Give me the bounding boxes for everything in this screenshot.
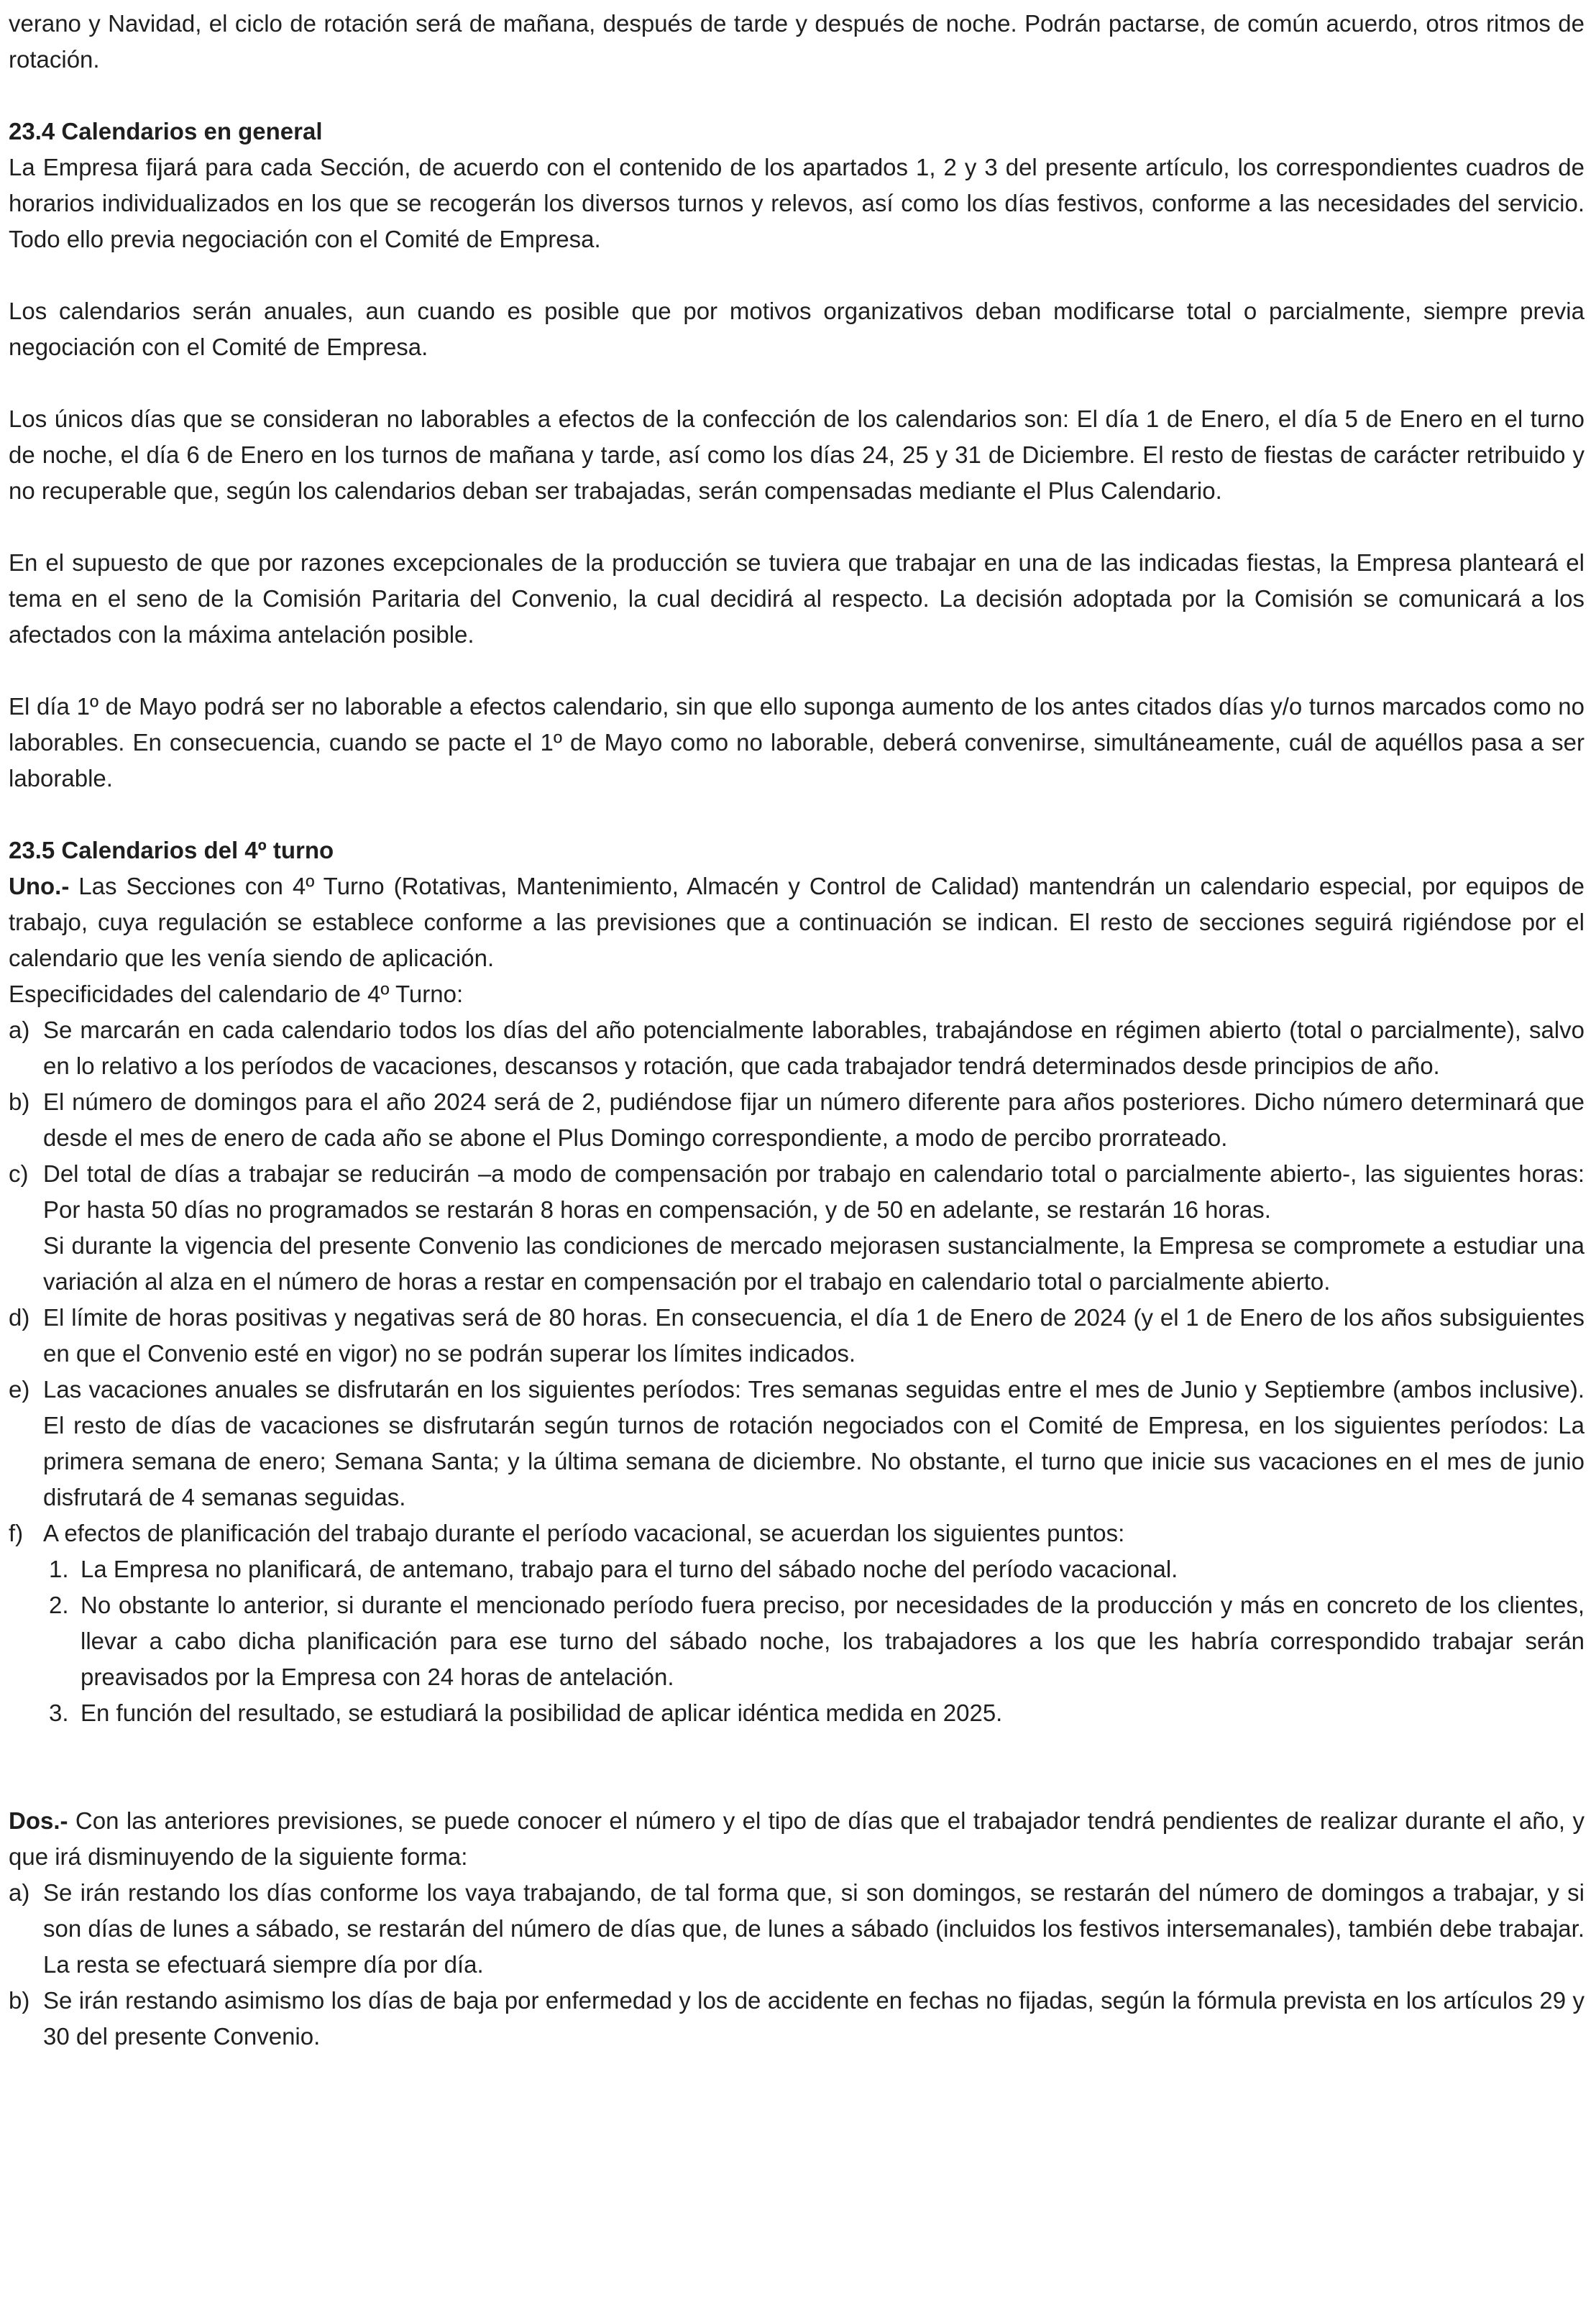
list-item-text-continuation: Si durante la vigencia del presente Convenio las condiciones de mercado mejorasen sustancialmente, la Empresa se compromete a estudiar una variación al alza en el número de horas a restar en compensación por el trabajo en calendario total o parcialmente abierto. — [43, 1232, 1584, 1295]
list-item-d — [9, 1300, 1584, 1372]
paragraph-23-4-2: Los calendarios serán anuales, aun cuando es posible que por motivos organizativos deban modificarse total o parcialmente, siempre previa negociación con el Comité de Empresa. — [9, 298, 1584, 360]
list-item-text: Se irán restando asimismo los días de baja por enfermedad y los de accidente en fechas no fijadas, según la fórmula prevista en los artículos 29 y 30 del presente Convenio. — [43, 1987, 1584, 2050]
paragraph-uno — [9, 868, 1584, 976]
dos-list-item-a — [9, 1875, 1584, 1983]
dos-list — [9, 1875, 1584, 2055]
list-item-text: El número de domingos para el año 2024 será de 2, pudiéndose fijar un número diferente para años posteriores. Dicho número determinará que desde el mes de enero de cada año se abone el Plus Domingo correspondiente, a modo de percibo prorrateado. — [43, 1088, 1584, 1151]
sublist-item-text: La Empresa no planificará, de antemano, trabajo para el turno del sábado noche del período vacacional. — [81, 1556, 1178, 1582]
list-item-b — [9, 1084, 1584, 1156]
paragraph-23-4-1: La Empresa fijará para cada Sección, de acuerdo con el contenido de los apartados 1, 2 y 3 del presente artículo, los correspondientes cuadros de horarios individualizados en los que se recogerán los diversos turnos y relevos, así como los días festivos, conforme a las necesidades del servicio. Todo ello previa negociación con el Comité de Empresa. — [9, 154, 1584, 252]
sublist-f — [43, 1551, 1584, 1731]
section-heading-23-5: 23.5 Calendarios del 4º turno — [9, 837, 334, 863]
list-marker: b) — [9, 1987, 30, 2014]
list-item-a — [9, 1012, 1584, 1084]
uno-text: Las Secciones con 4º Turno (Rotativas, Mantenimiento, Almacén y Control de Calidad) mantendrán un calendario especial, por equipos de trabajo, cuya regulación se establece conforme a las previsiones que a continuación se indican. El resto de secciones seguirá rigiéndose por el calendario que les venía siendo de aplicación. — [9, 873, 1584, 971]
list-item-e — [9, 1372, 1584, 1515]
paragraph-dos — [9, 1803, 1584, 1875]
sublist-marker: 2. — [49, 1592, 69, 1618]
dos-text: Con las anteriores previsiones, se puede conocer el número y el tipo de días que el trabajador tendrá pendientes de realizar durante el año, y que irá disminuyendo de la siguiente forma: — [9, 1807, 1584, 1870]
uno-label: Uno.- — [9, 873, 70, 899]
paragraph-23-4-5: El día 1º de Mayo podrá ser no laborable a efectos calendario, sin que ello suponga aumento de los antes citados días y/o turnos marcados como no laborables. En consecuencia, cuando se pacte el 1º de Mayo como no laborable, deberá convenirse, simultáneamente, cuál de aquéllos pasa a ser laborable. — [9, 693, 1584, 792]
sublist-item-text: En función del resultado, se estudiará la posibilidad de aplicar idéntica medida en 2025. — [81, 1699, 1003, 1726]
list-item-text: Se irán restando los días conforme los vaya trabajando, de tal forma que, si son domingos, se restarán del número de domingos a trabajar, y si son días de lunes a sábado, se restarán del número de días que, de lunes a sábado (incluidos los festivos intersemanales), también debe trabajar. La resta se efectuará siempre día por día. — [43, 1879, 1584, 1978]
paragraph-rotation-continuation: verano y Navidad, el ciclo de rotación será de mañana, después de tarde y después de noche. Podrán pactarse, de común acuerdo, otros ritmos de rotación. — [9, 10, 1584, 73]
sublist-item-2 — [43, 1587, 1584, 1695]
sublist-item-text: No obstante lo anterior, si durante el mencionado período fuera preciso, por necesidades de la producción y más en concreto de los clientes, llevar a cabo dicha planificación para ese turno del sábado noche, los trabajadores a los que les habría correspondido trabajar serán preavisados por la Empresa con 24 horas de antelación. — [81, 1592, 1584, 1690]
sublist-marker: 1. — [49, 1556, 69, 1582]
spec-list — [9, 1012, 1584, 1731]
spec-intro-line: Especificidades del calendario de 4º Turno: — [9, 981, 464, 1007]
list-marker: a) — [9, 1017, 30, 1043]
list-marker: f) — [9, 1520, 24, 1546]
list-marker: b) — [9, 1088, 30, 1115]
section-heading-23-4: 23.4 Calendarios en general — [9, 118, 323, 144]
list-item-text: Se marcarán en cada calendario todos los días del año potencialmente laborables, trabajándose en régimen abierto (total o parcialmente), salvo en lo relativo a los períodos de vacaciones, descansos y rotación, que cada trabajador tendrá determinados desde principios de año. — [43, 1017, 1584, 1079]
sublist-marker: 3. — [49, 1699, 69, 1726]
document-page — [9, 6, 1584, 2055]
dos-list-item-b — [9, 1983, 1584, 2055]
list-item-c — [9, 1156, 1584, 1300]
sublist-item-3 — [43, 1695, 1584, 1731]
list-marker: a) — [9, 1879, 30, 1906]
list-marker: d) — [9, 1304, 30, 1331]
list-item-text: El límite de horas positivas y negativas será de 80 horas. En consecuencia, el día 1 de Enero de 2024 (y el 1 de Enero de los años subsiguientes en que el Convenio esté en vigor) no se podrán superar los límites indicados. — [43, 1304, 1584, 1367]
sublist-item-1 — [43, 1551, 1584, 1587]
list-item-f — [9, 1515, 1584, 1731]
list-marker: e) — [9, 1376, 30, 1403]
list-item-text: Del total de días a trabajar se reducirán –a modo de compensación por trabajo en calendario total o parcialmente abierto-, las siguientes horas: Por hasta 50 días no programados se restarán 8 horas en compensación, y de 50 en adelante, se restarán 16 horas. — [43, 1160, 1584, 1223]
paragraph-23-4-4: En el supuesto de que por razones excepcionales de la producción se tuviera que trabajar en una de las indicadas fiestas, la Empresa planteará el tema en el seno de la Comisión Paritaria del Convenio, la cual decidirá al respecto. La decisión adoptada por la Comisión se comunicará a los afectados con la máxima antelación posible. — [9, 549, 1584, 648]
list-marker: c) — [9, 1160, 29, 1187]
list-item-text: A efectos de planificación del trabajo durante el período vacacional, se acuerdan los siguientes puntos: — [43, 1520, 1125, 1546]
paragraph-23-4-3: Los únicos días que se consideran no laborables a efectos de la confección de los calendarios son: El día 1 de Enero, el día 5 de Enero en el turno de noche, el día 6 de Enero en los turnos de mañana y tarde, así como los días 24, 25 y 31 de Diciembre. El resto de fiestas de carácter retribuido y no recuperable que, según los calendarios deban ser trabajadas, serán compensadas mediante el Plus Calendario. — [9, 405, 1584, 504]
dos-label: Dos.- — [9, 1807, 68, 1834]
list-item-text: Las vacaciones anuales se disfrutarán en los siguientes períodos: Tres semanas seguidas entre el mes de Junio y Septiembre (ambos inclusive). El resto de días de vacaciones se disfrutarán según turnos de rotación negociados con el Comité de Empresa, en los siguientes períodos: La primera semana de enero; Semana Santa; y la última semana de diciembre. No obstante, el turno que inicie sus vacaciones en el mes de junio disfrutará de 4 semanas seguidas. — [43, 1376, 1584, 1510]
